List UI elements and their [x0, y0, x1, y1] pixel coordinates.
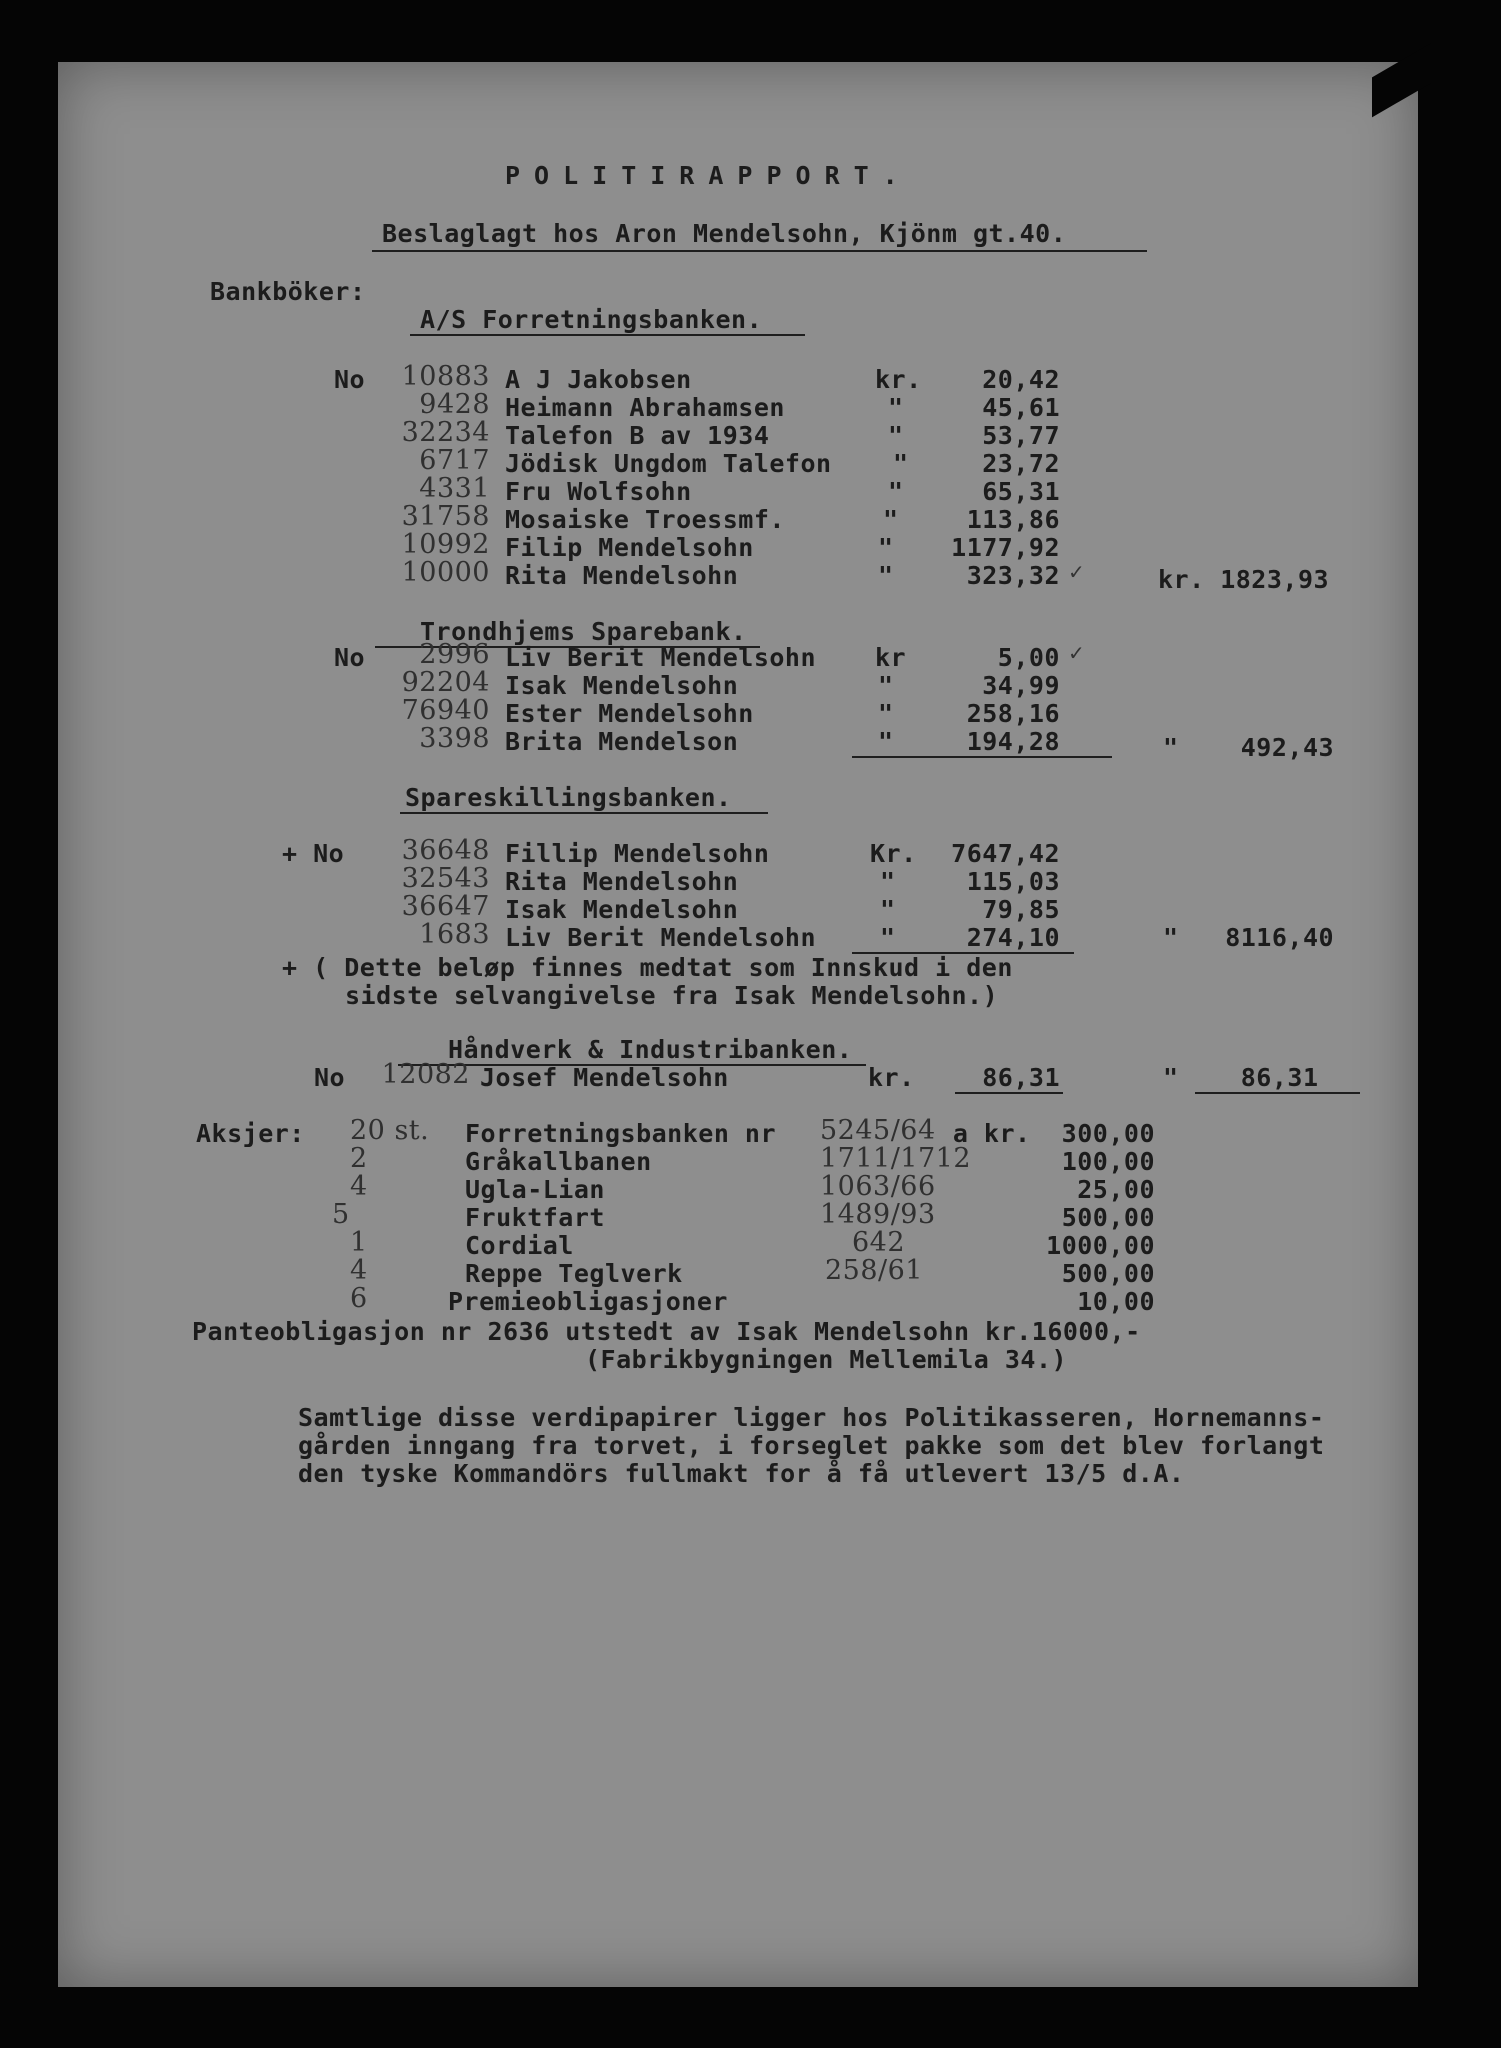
account-name: Isak Mendelsohn	[505, 671, 739, 700]
check-mark-icon: ✓	[1068, 641, 1085, 665]
account-number: 32234	[401, 417, 490, 448]
bank-name: Håndverk & Industribanken.	[448, 1035, 853, 1064]
account-amount: 323,32	[966, 561, 1060, 590]
share-count: 6	[350, 1283, 368, 1314]
share-price: 500,00	[1061, 1259, 1155, 1288]
share-count: 2	[350, 1143, 368, 1174]
account-number: 76940	[401, 695, 490, 726]
share-price: a kr. 300,00	[952, 1119, 1155, 1148]
closing-line: gården inngang fra torvet, i forseglet pakke som det blev forlangt	[298, 1431, 1325, 1460]
share-price: 100,00	[1061, 1147, 1155, 1176]
bank-total: " 492,43	[1163, 733, 1335, 762]
bank-name: Spareskillingsbanken.	[405, 783, 732, 812]
account-amount: 113,86	[966, 505, 1060, 534]
bank-name-underline	[400, 812, 768, 814]
account-currency: kr.	[868, 1063, 915, 1092]
account-amount: 45,61	[982, 393, 1060, 422]
account-prefix: No	[334, 365, 366, 394]
account-amount: 86,31	[982, 1063, 1060, 1092]
page-subtitle: Beslaglagt hos Aron Mendelsohn, Kjönm gt.40.	[382, 219, 1067, 248]
account-name: A J Jakobsen	[505, 365, 692, 394]
account-number: 12082	[381, 1059, 470, 1090]
account-name: Fru Wolfsohn	[505, 477, 692, 506]
account-currency: "	[878, 727, 894, 756]
share-price: 25,00	[1077, 1175, 1155, 1204]
account-number: 1683	[419, 919, 490, 950]
share-numbers: 1489/93	[820, 1199, 936, 1230]
account-number: 31758	[401, 501, 490, 532]
bankbooks-label: Bankböker:	[210, 277, 366, 306]
account-currency: "	[878, 561, 894, 590]
account-name: Fillip Mendelsohn	[505, 839, 770, 868]
bank-total: " 86,31	[1163, 1063, 1319, 1092]
account-currency: Kr.	[870, 839, 917, 868]
share-numbers: 5245/64	[820, 1115, 936, 1146]
account-amount: 115,03	[966, 867, 1060, 896]
account-amount: 23,72	[982, 449, 1060, 478]
share-name: Reppe Teglverk	[465, 1259, 683, 1288]
account-currency: "	[883, 505, 899, 534]
account-name: Heimann Abrahamsen	[505, 393, 785, 422]
shares-label: Aksjer:	[196, 1119, 305, 1148]
bank-total: kr. 1823,93	[1158, 565, 1330, 594]
account-number: 4331	[419, 473, 490, 504]
bank-name-underline	[410, 334, 805, 336]
sum-underline	[852, 756, 1112, 758]
share-name: Cordial	[465, 1231, 574, 1260]
account-name: Talefon B av 1934	[505, 421, 770, 450]
page-title: POLITIRAPPORT.	[505, 161, 912, 190]
account-amount: 258,16	[966, 699, 1060, 728]
account-name: Jödisk Ungdom Talefon	[505, 449, 832, 478]
account-name: Rita Mendelsohn	[505, 561, 739, 590]
account-currency: "	[880, 923, 896, 952]
account-name: Josef Mendelsohn	[480, 1063, 729, 1092]
document-page	[58, 62, 1418, 1987]
mortgage-line: (Fabrikbygningen Mellemila 34.)	[585, 1345, 1068, 1374]
share-price: 500,00	[1061, 1203, 1155, 1232]
sum-underline	[955, 1092, 1063, 1094]
share-name: Forretningsbanken nr	[465, 1119, 777, 1148]
account-amount: 34,99	[982, 671, 1060, 700]
account-number: 92204	[401, 667, 490, 698]
share-count: 5	[332, 1199, 350, 1230]
share-name: Fruktfart	[465, 1203, 605, 1232]
account-amount: 65,31	[982, 477, 1060, 506]
account-prefix: No	[334, 643, 366, 672]
bank-total: " 8116,40	[1163, 923, 1335, 952]
share-numbers: 1711/1712	[820, 1143, 972, 1174]
account-name: Isak Mendelsohn	[505, 895, 739, 924]
account-number: 10992	[401, 529, 490, 560]
account-name: Liv Berit Mendelsohn	[505, 923, 817, 952]
share-count: 4	[350, 1255, 368, 1286]
account-name: Rita Mendelsohn	[505, 867, 739, 896]
account-amount: 53,77	[982, 421, 1060, 450]
account-number: 32543	[401, 863, 490, 894]
account-currency: "	[878, 533, 894, 562]
account-currency: "	[878, 671, 894, 700]
account-number: 36647	[401, 891, 490, 922]
account-currency: "	[888, 477, 904, 506]
account-amount: 1177,92	[951, 533, 1060, 562]
share-numbers: 258/61	[825, 1255, 923, 1286]
check-mark-icon: ✓	[1068, 560, 1085, 584]
account-currency: "	[888, 421, 904, 450]
account-name: Mosaiske Troessmf.	[505, 505, 785, 534]
account-currency: "	[893, 449, 909, 478]
account-number: 3398	[419, 723, 490, 754]
account-number: 10883	[401, 361, 490, 392]
account-number: 2996	[419, 639, 490, 670]
account-amount: 20,42	[982, 365, 1060, 394]
bank-name: Trondhjems Sparebank.	[420, 617, 747, 646]
account-prefix: No	[314, 1063, 346, 1092]
account-amount: 194,28	[966, 727, 1060, 756]
mortgage-line: Panteobligasjon nr 2636 utstedt av Isak Mendelsohn kr.16000,-	[192, 1317, 1141, 1346]
bank-name: A/S Forretningsbanken.	[420, 305, 763, 334]
account-amount: 79,85	[982, 895, 1060, 924]
share-count: 4	[350, 1171, 368, 1202]
account-name: Liv Berit Mendelsohn	[505, 643, 817, 672]
share-count: 20 st.	[350, 1115, 430, 1146]
share-name: Gråkallbanen	[465, 1147, 652, 1176]
account-number: 10000	[401, 557, 490, 588]
share-name: Ugla-Lian	[465, 1175, 605, 1204]
account-currency: "	[880, 867, 896, 896]
account-currency: kr.	[875, 365, 922, 394]
account-number: 9428	[419, 389, 490, 420]
account-prefix: + No	[282, 839, 345, 868]
share-numbers: 1063/66	[820, 1171, 936, 1202]
account-number: 6717	[419, 445, 490, 476]
note-line: + ( Dette beløp finnes medtat som Innskud i den	[282, 953, 1013, 982]
closing-line: Samtlige disse verdipapirer ligger hos Politikasseren, Hornemanns-	[298, 1403, 1325, 1432]
account-name: Filip Mendelsohn	[505, 533, 754, 562]
share-count: 1	[350, 1227, 368, 1258]
account-number: 36648	[401, 835, 490, 866]
share-numbers: 642	[852, 1227, 906, 1258]
account-currency: "	[880, 895, 896, 924]
account-amount: 5,00	[997, 643, 1060, 672]
account-name: Ester Mendelsohn	[505, 699, 754, 728]
account-currency: kr	[875, 643, 907, 672]
account-currency: "	[878, 699, 894, 728]
total-underline	[1195, 1092, 1360, 1094]
account-amount: 7647,42	[951, 839, 1060, 868]
share-price: 1000,00	[1046, 1231, 1155, 1260]
subtitle-underline	[372, 250, 1147, 252]
note-line: sidste selvangivelse fra Isak Mendelsohn.)	[345, 981, 999, 1010]
account-name: Brita Mendelson	[505, 727, 739, 756]
account-amount: 274,10	[966, 923, 1060, 952]
closing-line: den tyske Kommandörs fullmakt for å få utlevert 13/5 d.A.	[298, 1459, 1185, 1488]
account-currency: "	[888, 393, 904, 422]
share-name: Premieobligasjoner	[448, 1287, 728, 1316]
share-price: 10,00	[1077, 1287, 1155, 1316]
